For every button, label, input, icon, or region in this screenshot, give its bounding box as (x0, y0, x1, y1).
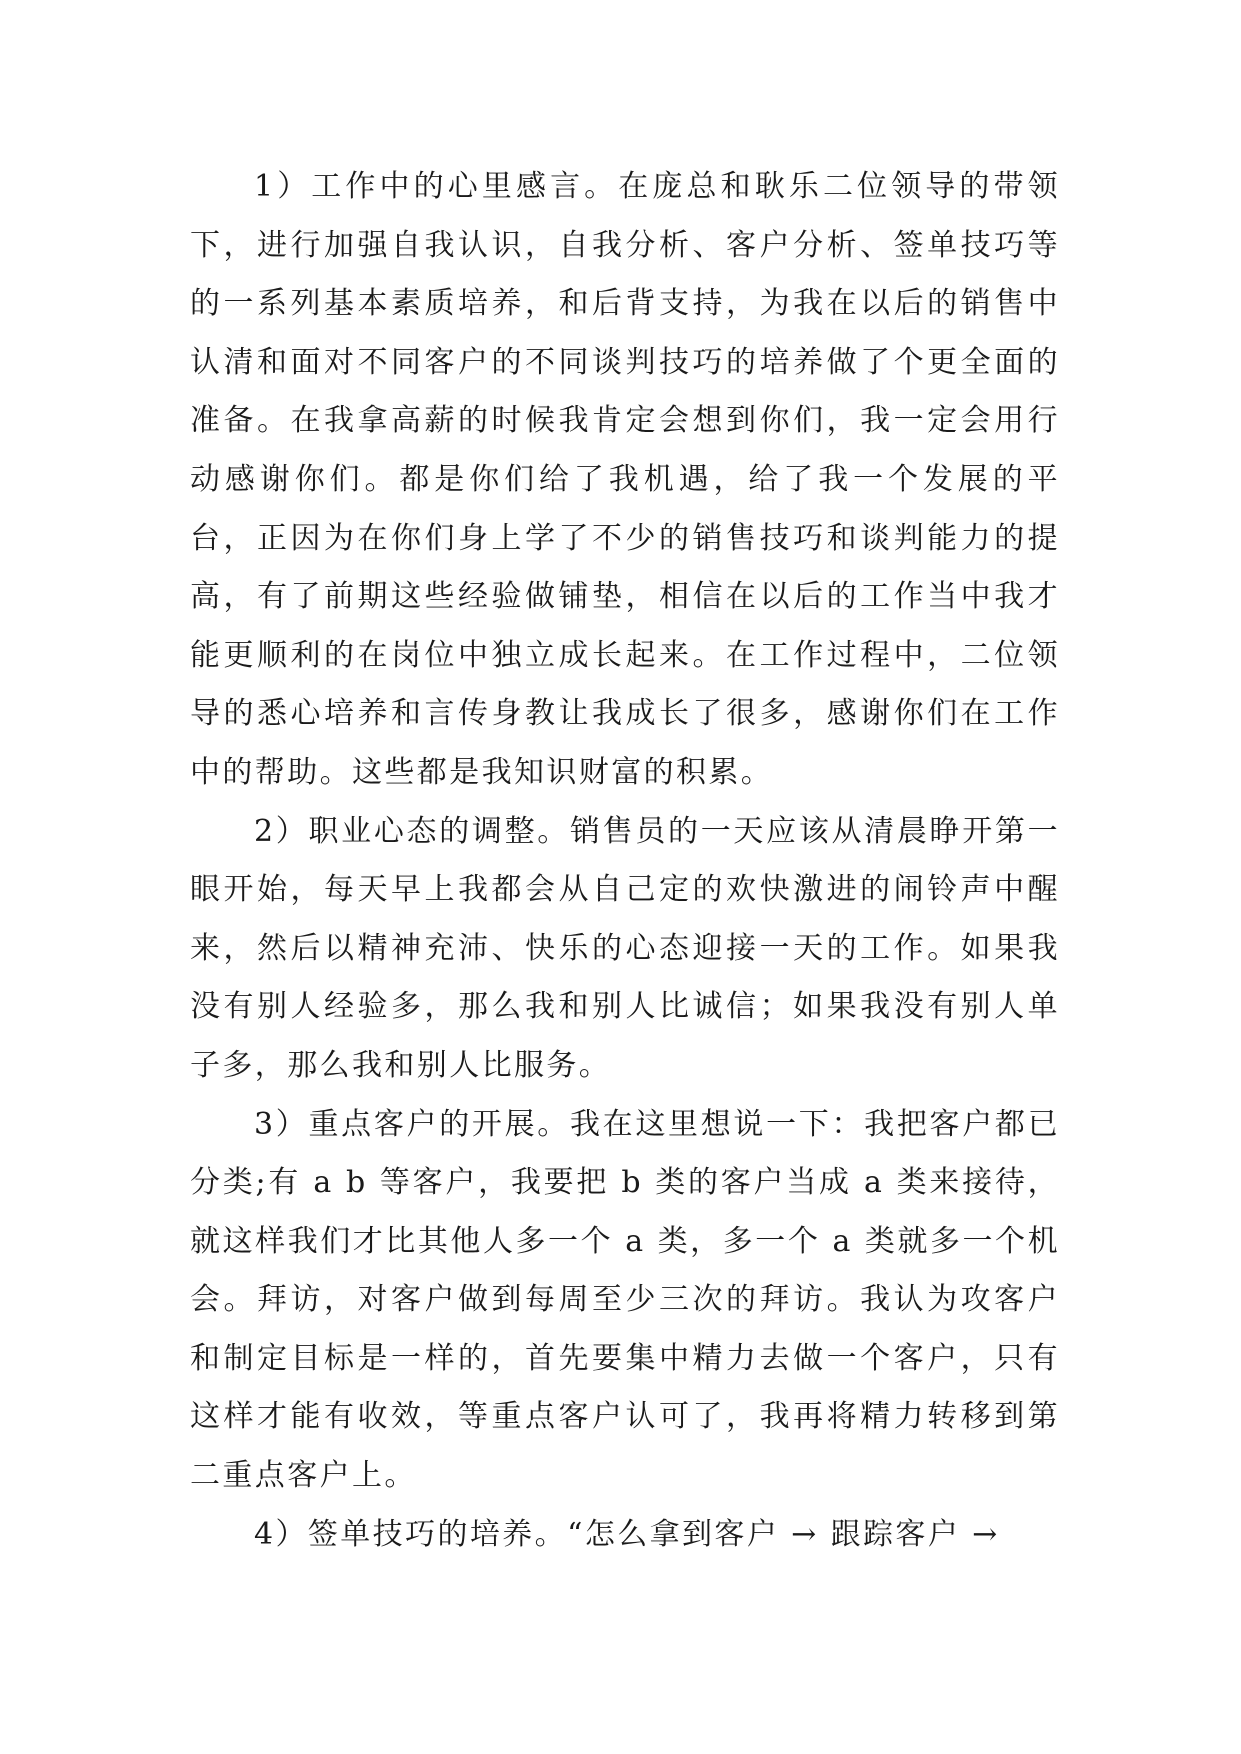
paragraph-signing-skills: 4）签单技巧的培养。“怎么拿到客户 → 跟踪客户 → (254, 1516, 1000, 1552)
paragraph-mindset-adjustment: 2）职业心态的调整。销售员的一天应该从清晨睁开第一眼开始，每天早上我都会从自己定的欢快激进的闹铃声中醒来，然后以精神充沛、快乐的心态迎接一天的工作。如果我没有别人经验多，那么我和别人比诚信；如果我没有别人单子多，那么我和别人比服务。 (190, 813, 1060, 1083)
document-page (190, 158, 1060, 1564)
paragraph-work-reflections: 1）工作中的心里感言。在庞总和耿乐二位领导的带领下，进行加强自我认识，自我分析、客户分析、签单技巧等的一系列基本素质培养，和后背支持，为我在以后的销售中认清和面对不同客户的不同谈判技巧的培养做了个更全面的准备。在我拿高薪的时候我肯定会想到你们，我一定会用行动感谢你们。都是你们给了我机遇，给了我一个发展的平台，正因为在你们身上学了不少的销售技巧和谈判能力的提高，有了前期这些经验做铺垫，相信在以后的工作当中我才能更顺利的在岗位中独立成长起来。在工作过程中，二位领导的悉心培养和言传身教让我成长了很多，感谢你们在工作中的帮助。这些都是我知识财富的积累。 (190, 169, 1060, 790)
paragraph-key-clients: 3）重点客户的开展。我在这里想说一下：我把客户都已分类;有 a b 等客户，我要把 b 类的客户当成 a 类来接待，就这样我们才比其他人多一个 a 类，多一个 a 类就多一个机会。拜访，对客户做到每周至少三次的拜访。我认为攻客户和制定目标是一样的，首先要集中精力去做一个客户，只有这样才能有收效，等重点客户认可了，我再将精力转移到第二重点客户上。 (190, 1106, 1060, 1494)
